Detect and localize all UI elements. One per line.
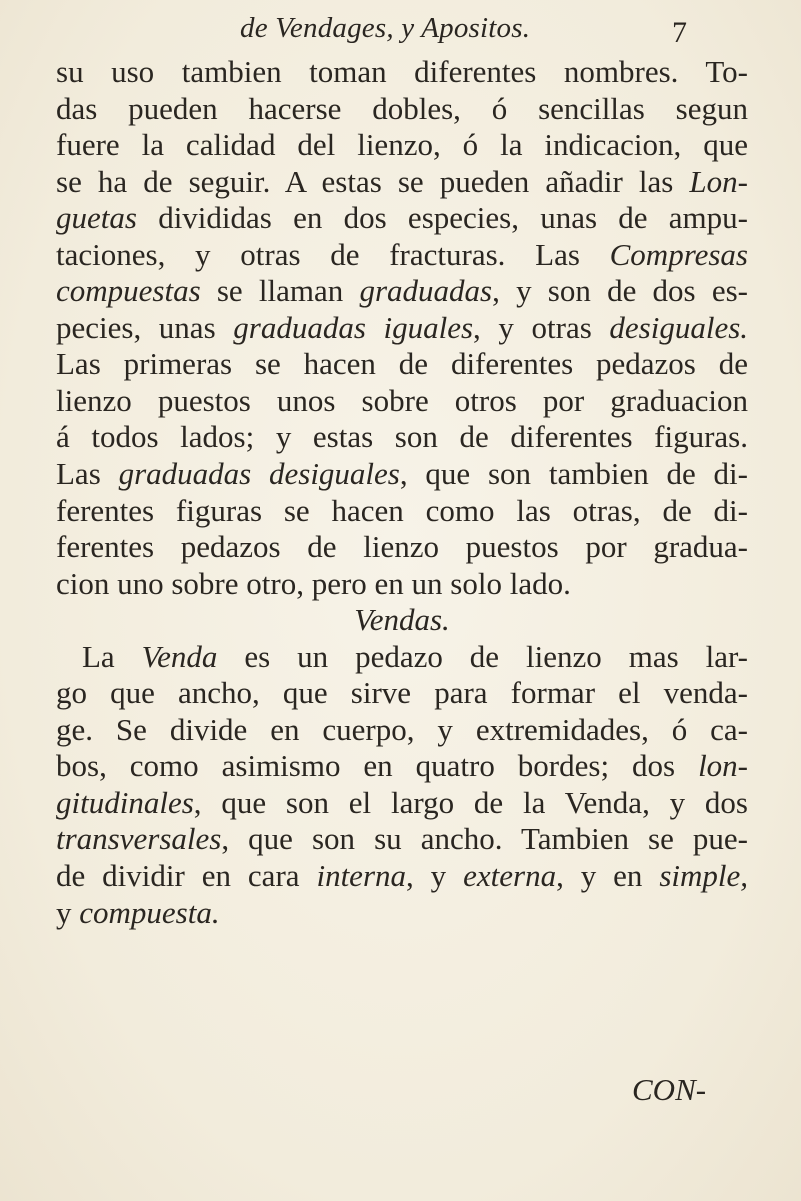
text-line xyxy=(56,419,748,456)
italic-term: lon- xyxy=(698,748,748,784)
italic-term: graduadas iguales xyxy=(233,309,474,345)
italic-term: compuesta. xyxy=(79,894,220,930)
text-run: , y en xyxy=(556,858,660,894)
text-run: Las primeras se hacen de diferentes pedazos de xyxy=(56,346,748,382)
text-run: á todos lados; y estas son de diferentes figuras. xyxy=(56,419,748,455)
text-run: ferentes pedazos de lienzo puestos por gradua- xyxy=(56,529,748,565)
italic-term: transversales xyxy=(56,821,222,857)
text-line xyxy=(56,821,748,858)
text-line xyxy=(56,712,748,749)
italic-term: simple, xyxy=(659,858,749,894)
text-run: , que son el largo de la Venda, y dos xyxy=(193,784,748,820)
text-line xyxy=(56,493,748,530)
text-run: , y otras xyxy=(473,309,610,345)
text-run: y xyxy=(56,894,80,930)
text-line xyxy=(56,310,748,347)
running-head xyxy=(0,12,801,48)
italic-term: gitudinales xyxy=(56,784,194,820)
section-heading xyxy=(56,602,748,639)
text-line xyxy=(56,127,748,164)
text-line xyxy=(56,456,748,493)
text-line xyxy=(56,273,748,310)
text-run: pecies, unas xyxy=(56,309,234,345)
italic-term: Lon- xyxy=(689,163,748,199)
italic-term: compuestas xyxy=(56,273,201,309)
text-line xyxy=(56,675,748,712)
text-line xyxy=(56,91,748,128)
text-run: divididas en dos especies, unas de ampu- xyxy=(136,200,748,236)
italic-term: guetas xyxy=(56,200,137,236)
text-run: es un pedazo de lienzo mas lar- xyxy=(217,638,748,674)
text-run: se llaman xyxy=(200,273,360,309)
catchword: CON- xyxy=(632,1072,707,1107)
italic-term: graduadas desiguales xyxy=(118,456,400,492)
text-run: de dividir en cara xyxy=(56,858,317,894)
text-line xyxy=(56,566,748,603)
text-line xyxy=(56,383,748,420)
text-line xyxy=(56,54,748,91)
text-run: bos, como asimismo en quatro bordes; dos xyxy=(56,748,699,784)
text-line xyxy=(56,748,748,785)
text-run: La xyxy=(82,638,142,674)
text-run: go que ancho, que sirve para formar el venda- xyxy=(56,675,748,711)
text-run: , que son su ancho. Tambien se pue- xyxy=(221,821,748,857)
text-run: , y son de dos es- xyxy=(492,273,748,309)
text-run: lienzo puestos unos sobre otros por graduacion xyxy=(56,382,748,418)
text-line xyxy=(56,164,748,201)
running-title: de Vendages, y Apositos. xyxy=(240,12,531,44)
text-run: ferentes figuras se hacen como las otras, de di- xyxy=(56,492,748,528)
text-run: das pueden hacerse dobles, ó sencillas segun xyxy=(56,90,748,126)
italic-term: externa xyxy=(463,858,557,894)
text-run: cion uno sobre otro, pero en un solo lado. xyxy=(56,565,571,601)
italic-term: Venda xyxy=(141,638,218,674)
italic-term: desiguales. xyxy=(609,309,749,345)
body-text xyxy=(56,54,748,931)
text-line xyxy=(56,200,748,237)
text-run: Las xyxy=(56,456,119,492)
page-number: 7 xyxy=(672,16,687,49)
text-run: , que son tambien de di- xyxy=(399,456,748,492)
text-line xyxy=(56,785,748,822)
text-run: taciones, y otras de fracturas. Las xyxy=(56,236,610,272)
text-line xyxy=(56,858,748,895)
text-run: , y xyxy=(406,858,464,894)
text-line xyxy=(56,895,748,932)
italic-term: interna xyxy=(316,858,407,894)
text-run: se ha de seguir. A estas se pueden añadir las xyxy=(56,163,690,199)
text-run: ge. Se divide en cuerpo, y extremidades, ó ca- xyxy=(56,711,748,747)
italic-term: Vendas. xyxy=(354,602,450,638)
text-run: fuere la calidad del lienzo, ó la indicacion, que xyxy=(56,127,748,163)
italic-term: Compresas xyxy=(609,236,748,272)
italic-term: graduadas xyxy=(359,273,493,309)
text-run: su uso tambien toman diferentes nombres. To- xyxy=(56,54,748,89)
text-line xyxy=(56,237,748,274)
text-line xyxy=(56,529,748,566)
text-line xyxy=(56,346,748,383)
text-line xyxy=(56,639,748,676)
